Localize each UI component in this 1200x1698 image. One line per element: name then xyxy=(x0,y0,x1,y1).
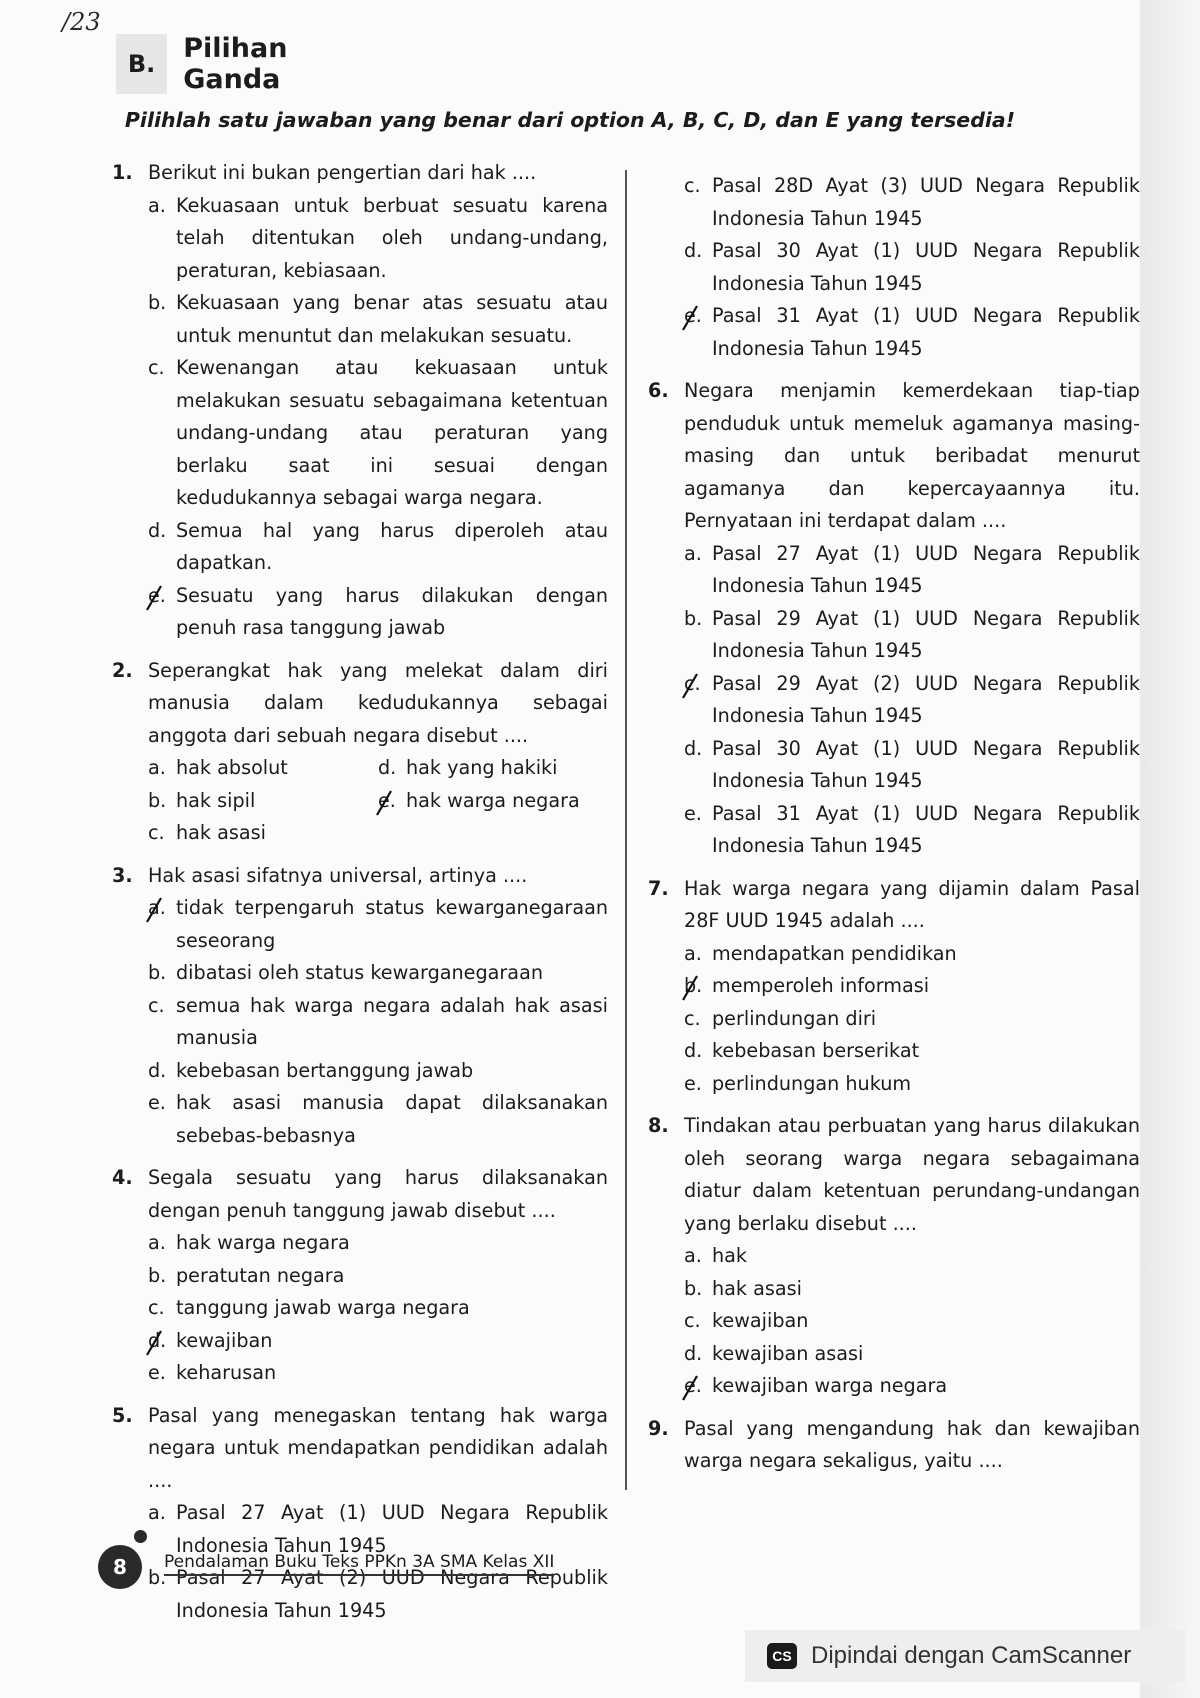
option-text: hak warga negara xyxy=(406,788,580,812)
option[interactable] xyxy=(648,603,1140,668)
question-text: Hak asasi sifatnya universal, artinya .... xyxy=(148,863,528,887)
option-letter: a. xyxy=(148,193,166,217)
option[interactable] xyxy=(648,1273,1140,1306)
question-5-continued xyxy=(648,170,1140,365)
option[interactable] xyxy=(112,817,608,850)
option-text: Kekuasaan yang benar atas sesuatu atau untuk menuntut dan melakukan sesuatu. xyxy=(176,291,608,347)
option-text: hak yang hakiki xyxy=(406,756,558,779)
option-letter: e. xyxy=(684,1071,702,1095)
option-letter: e. xyxy=(148,1361,166,1384)
question-3 xyxy=(112,860,608,1153)
option-text: Pasal 28D Ayat (3) UUD Negara Republik Indonesia Tahun 1945 xyxy=(712,174,1140,230)
option-letter: d. xyxy=(684,1039,703,1062)
option-letter: c. xyxy=(684,1309,701,1332)
option-letter: a. xyxy=(148,1231,166,1254)
option-text: kebebasan berserikat xyxy=(712,1039,920,1062)
option-letter: e. xyxy=(684,1374,702,1397)
option-letter: c. xyxy=(684,1006,701,1030)
question-8 xyxy=(648,1110,1140,1403)
option[interactable] xyxy=(112,1292,608,1325)
option-letter: c. xyxy=(148,356,165,379)
option[interactable] xyxy=(112,1227,608,1260)
option-letter: b. xyxy=(684,1276,703,1300)
footer-dot xyxy=(134,1530,147,1543)
column-divider xyxy=(625,170,627,1490)
option-text: dibatasi oleh status kewarganegaraan xyxy=(176,961,543,984)
option-letter: b. xyxy=(148,1263,167,1287)
right-column xyxy=(648,170,1140,1488)
question-2 xyxy=(112,655,608,850)
question-number: 4. xyxy=(112,1166,133,1189)
option-text: perlindungan hukum xyxy=(712,1071,912,1095)
question-7 xyxy=(648,873,1140,1101)
option[interactable] xyxy=(648,170,1140,235)
instruction-text: Pilihlah satu jawaban yang benar dari option A, B, C, D, dan E yang tersedia! xyxy=(124,108,1016,132)
option[interactable] xyxy=(648,733,1140,798)
option-letter: d. xyxy=(684,239,703,262)
option[interactable] xyxy=(648,1338,1140,1371)
camscanner-logo-icon: CS xyxy=(767,1643,797,1669)
option-marked[interactable] xyxy=(648,970,1140,1003)
option-text: memperoleh informasi xyxy=(712,974,930,997)
option[interactable] xyxy=(648,538,1140,603)
option[interactable] xyxy=(112,990,608,1055)
option-text: tanggung jawab warga negara xyxy=(176,1296,470,1319)
option-marked[interactable] xyxy=(648,1370,1140,1403)
question-number: 8. xyxy=(648,1114,669,1137)
handwritten-page-number: /23 xyxy=(62,8,101,36)
option[interactable] xyxy=(112,515,608,580)
footer-book-title: Pendalaman Buku Teks PPKn 3A SMA Kelas XII xyxy=(164,1552,554,1576)
option-text: kewajiban warga negara xyxy=(712,1374,948,1397)
question-text: Berikut ini bukan pengertian dari hak .... xyxy=(148,161,537,184)
option-text: Pasal 30 Ayat (1) UUD Negara Republik Indonesia Tahun 1945 xyxy=(712,736,1140,792)
option[interactable] xyxy=(648,1068,1140,1101)
option-text: Pasal 31 Ayat (1) UUD Negara Republik Indonesia Tahun 1945 xyxy=(712,801,1140,857)
option[interactable] xyxy=(112,287,608,352)
section-heading xyxy=(116,34,376,94)
option[interactable] xyxy=(112,1055,608,1088)
option-letter: b. xyxy=(684,606,703,630)
option-text: Pasal 27 Ayat (2) UUD Negara Republik Indonesia Tahun 1945 xyxy=(176,1566,608,1622)
option-text: peratutan negara xyxy=(176,1263,345,1287)
option-letter: b. xyxy=(148,291,167,314)
option-text: kewajiban asasi xyxy=(712,1341,864,1365)
option-text: hak absolut xyxy=(176,756,288,779)
option-text: hak asasi manusia dapat dilaksanakan sebebas-bebasnya xyxy=(176,1091,608,1147)
option-letter: b. xyxy=(148,788,167,812)
option-letter: a. xyxy=(684,1244,702,1267)
option-text: tidak terpengaruh status kewarganegaraan seseorang xyxy=(176,896,608,952)
option-text: Kewenangan atau kekuasaan untuk melakukan sesuatu sebagaimana ketentuan undang-undang atau peraturan yang berlaku saat ini sesuai dengan kedudukannya sebagai warga negara. xyxy=(176,356,608,509)
option-text: Semua hal yang harus diperoleh atau dapatkan. xyxy=(176,518,608,574)
question-number: 7. xyxy=(648,876,669,900)
option-letter: c. xyxy=(684,671,701,695)
option-text: semua hak warga negara adalah hak asasi manusia xyxy=(176,993,608,1049)
option-marked[interactable] xyxy=(648,668,1140,733)
option-marked[interactable] xyxy=(112,580,608,645)
question-number: 1. xyxy=(112,161,133,184)
option-text: Pasal 29 Ayat (1) UUD Negara Republik Indonesia Tahun 1945 xyxy=(712,606,1140,662)
option-letter: d. xyxy=(684,1341,703,1365)
option[interactable] xyxy=(112,352,608,515)
option[interactable] xyxy=(378,752,608,785)
option-text: keharusan xyxy=(176,1361,277,1384)
question-5 xyxy=(112,1400,608,1628)
option[interactable] xyxy=(648,1305,1140,1338)
option-letter: e. xyxy=(148,583,166,607)
option-text: hak asasi xyxy=(712,1276,802,1300)
option-text: hak warga negara xyxy=(176,1231,350,1254)
question-text: Seperangkat hak yang melekat dalam diri manusia dalam kedudukannya sebagai anggota dari sebuah negara disebut .... xyxy=(148,658,608,747)
question-number: 5. xyxy=(112,1403,133,1427)
option[interactable] xyxy=(112,1087,608,1152)
question-number: 6. xyxy=(648,379,669,402)
question-text: Tindakan atau perbuatan yang harus dilakukan oleh seorang warga negara sebagaimana diatur dalam ketentuan perundang-undangan yang berlaku disebut .... xyxy=(684,1114,1140,1235)
option-letter: e. xyxy=(378,788,396,812)
option-text: hak sipil xyxy=(176,788,256,812)
option-letter: a. xyxy=(148,1501,166,1524)
option-text: Pasal 31 Ayat (1) UUD Negara Republik Indonesia Tahun 1945 xyxy=(712,304,1140,360)
option-marked[interactable] xyxy=(378,785,608,818)
question-number: 2. xyxy=(112,658,133,682)
question-9 xyxy=(648,1413,1140,1478)
option-letter: c. xyxy=(148,993,165,1017)
question-number: 3. xyxy=(112,863,133,887)
question-text: Segala sesuatu yang harus dilaksanakan dengan penuh tanggung jawab disebut .... xyxy=(148,1166,608,1222)
option-letter: c. xyxy=(148,1296,165,1319)
question-text: Negara menjamin kemerdekaan tiap-tiap penduduk untuk memeluk agamanya masing-masing dan untuk beribadat menurut agamanya dan kepercayaannya itu. Pernyataan ini terdapat dalam .... xyxy=(684,379,1140,532)
option-text: Pasal 30 Ayat (1) UUD Negara Republik Indonesia Tahun 1945 xyxy=(712,239,1140,295)
option-marked[interactable] xyxy=(112,1325,608,1358)
section-letter: B. xyxy=(116,34,167,94)
option-text: perlindungan diri xyxy=(712,1006,877,1030)
option-text: kewajiban xyxy=(712,1309,809,1332)
option-letter: e. xyxy=(684,801,702,825)
option[interactable] xyxy=(648,235,1140,300)
question-4 xyxy=(112,1162,608,1390)
option-text: hak asasi xyxy=(176,821,266,844)
option-marked[interactable] xyxy=(648,300,1140,365)
option-text: hak xyxy=(712,1244,748,1267)
option-text: Sesuatu yang harus dilakukan dengan penuh rasa tanggung jawab xyxy=(176,583,608,639)
question-number: 9. xyxy=(648,1416,669,1440)
option[interactable] xyxy=(648,938,1140,971)
option-letter: d. xyxy=(148,1328,167,1352)
option-text: kewajiban xyxy=(176,1328,273,1352)
option[interactable] xyxy=(648,1240,1140,1273)
option-marked[interactable] xyxy=(112,892,608,957)
question-text: Pasal yang mengandung hak dan kewajiban warga negara sekaligus, yaitu .... xyxy=(684,1416,1140,1472)
option[interactable] xyxy=(148,752,378,785)
option[interactable] xyxy=(112,190,608,288)
question-text: Pasal yang menegaskan tentang hak warga negara untuk mendapatkan pendidikan adalah .... xyxy=(148,1403,608,1492)
option-text: Pasal 27 Ayat (1) UUD Negara Republik Indonesia Tahun 1945 xyxy=(176,1501,608,1557)
question-6 xyxy=(648,375,1140,863)
option-letter: a. xyxy=(684,941,702,965)
option-letter: a. xyxy=(148,756,166,779)
option-text: Pasal 27 Ayat (1) UUD Negara Republik Indonesia Tahun 1945 xyxy=(712,541,1140,597)
option[interactable] xyxy=(648,798,1140,863)
option-text: Pasal 29 Ayat (2) UUD Negara Republik Indonesia Tahun 1945 xyxy=(712,671,1140,727)
option[interactable] xyxy=(112,1357,608,1390)
option-letter: d. xyxy=(148,518,167,542)
option-letter: e. xyxy=(684,304,702,327)
option[interactable] xyxy=(112,957,608,990)
option-text: kebebasan bertanggung jawab xyxy=(176,1058,474,1082)
option-letter: a. xyxy=(684,541,702,565)
option-letter: c. xyxy=(148,821,165,844)
option-letter: e. xyxy=(148,1091,166,1114)
option-letter: c. xyxy=(684,174,701,197)
camscanner-watermark xyxy=(745,1630,1185,1682)
option[interactable] xyxy=(648,1003,1140,1036)
option-letter: a. xyxy=(148,896,166,919)
option-letter: d. xyxy=(378,756,397,779)
section-title: Pilihan Ganda xyxy=(183,33,288,95)
option-text: Kekuasaan untuk berbuat sesuatu karena telah ditentukan oleh undang-undang, peraturan, kebiasaan. xyxy=(176,193,608,282)
scan-edge xyxy=(1140,0,1200,1698)
option[interactable] xyxy=(112,1260,608,1293)
footer-page-number: 8 xyxy=(98,1545,142,1589)
option-letter: d. xyxy=(684,736,703,760)
option-letter: b. xyxy=(148,1566,167,1589)
left-column xyxy=(112,157,608,1637)
option-letter: d. xyxy=(148,1058,167,1082)
option[interactable] xyxy=(148,785,378,818)
option-text: mendapatkan pendidikan xyxy=(712,941,957,965)
question-text: Hak warga negara yang dijamin dalam Pasal 28F UUD 1945 adalah .... xyxy=(684,876,1140,932)
option-letter: b. xyxy=(148,961,167,984)
watermark-text: Dipindai dengan CamScanner xyxy=(811,1642,1132,1669)
option-letter: b. xyxy=(684,974,703,997)
question-1 xyxy=(112,157,608,645)
option[interactable] xyxy=(648,1035,1140,1068)
